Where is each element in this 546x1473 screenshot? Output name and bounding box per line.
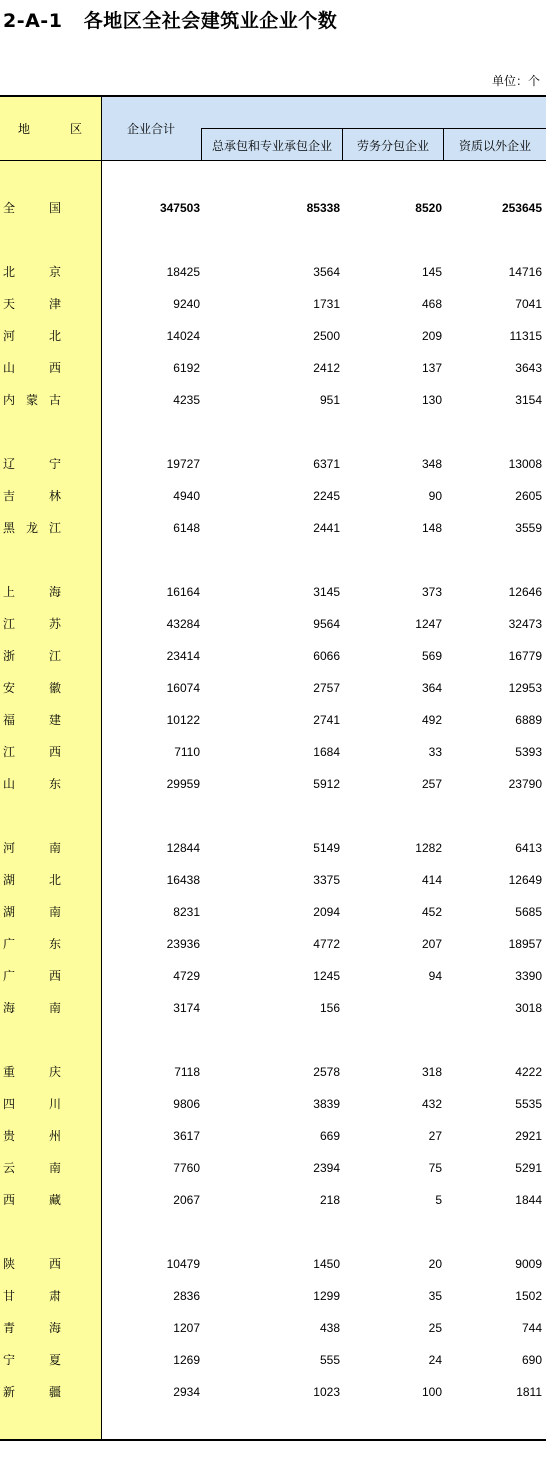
cell-other: 11315: [509, 329, 542, 343]
region-name-char: 海: [48, 585, 61, 599]
cell-other: 5685: [515, 905, 542, 919]
region-name: [3, 1126, 61, 1146]
region-name-char: 苏: [48, 617, 61, 631]
cell-labor: 373: [421, 585, 442, 599]
region-name-char: 吉: [3, 489, 16, 503]
region-name: [3, 486, 61, 506]
cell-general: 2741: [313, 713, 340, 727]
cell-general: 555: [319, 1353, 340, 1367]
region-name-char: 徽: [48, 681, 61, 695]
region-name-char: 湖: [3, 905, 16, 919]
cell-labor: 94: [428, 969, 442, 983]
cell-labor: 318: [421, 1065, 442, 1079]
region-name: [3, 902, 61, 922]
table-row: [0, 614, 546, 634]
region-name: [3, 1254, 61, 1274]
cell-labor: 432: [421, 1097, 442, 1111]
cell-other: 253645: [501, 201, 542, 215]
region-name-char: 江: [48, 521, 61, 535]
region-name: [3, 454, 61, 474]
cell-general: 1450: [313, 1257, 340, 1271]
cell-other: 690: [521, 1353, 542, 1367]
table-row: [0, 518, 546, 538]
table-row: [0, 1158, 546, 1178]
cell-other: 3154: [515, 393, 542, 407]
cell-general: 2245: [313, 489, 340, 503]
cell-total: 7760: [173, 1161, 200, 1175]
cell-labor: 145: [421, 265, 442, 279]
region-name-char: 青: [3, 1321, 16, 1335]
table-top-border: [0, 95, 546, 97]
cell-total: 3174: [173, 1001, 200, 1015]
cell-total: 6148: [173, 521, 200, 535]
region-name: [3, 1350, 61, 1370]
region-name-char: 西: [48, 745, 61, 759]
cell-general: 9564: [313, 617, 340, 631]
cell-general: 4772: [313, 937, 340, 951]
region-name-char: 南: [48, 841, 61, 855]
region-name: [3, 262, 61, 282]
region-name: [3, 326, 61, 346]
cell-other: 23790: [508, 777, 542, 791]
table-row: [0, 710, 546, 730]
table-row: [0, 1094, 546, 1114]
region-name-char: 疆: [48, 1385, 61, 1399]
region-name-char: 东: [48, 937, 61, 951]
unit-label: 单位：个: [491, 74, 540, 88]
region-name-char: 北: [3, 265, 16, 279]
cell-other: 2605: [515, 489, 542, 503]
region-name-char: 北: [48, 873, 61, 887]
region-name-char: 津: [48, 297, 61, 311]
cell-total: 14024: [166, 329, 200, 343]
cell-labor: 414: [421, 873, 442, 887]
cell-total: 16074: [166, 681, 200, 695]
region-name-char: 西: [48, 969, 61, 983]
cell-labor: 25: [428, 1321, 442, 1335]
region-name: [3, 614, 61, 634]
cell-total: 347503: [159, 201, 200, 215]
cell-labor: 468: [421, 297, 442, 311]
region-name-char: 川: [48, 1097, 61, 1111]
region-name-char: 贵: [3, 1129, 16, 1143]
region-name-char: 四: [3, 1097, 16, 1111]
region-name-char: 海: [3, 1001, 16, 1015]
cell-total: 43284: [166, 617, 200, 631]
cell-other: 5535: [515, 1097, 542, 1111]
region-name-char: 夏: [48, 1353, 61, 1367]
cell-labor: 27: [428, 1129, 442, 1143]
region-name-char: 宁: [3, 1353, 16, 1367]
cell-other: 14716: [508, 265, 542, 279]
cell-other: 16779: [508, 649, 542, 663]
cell-general: 3375: [313, 873, 340, 887]
cell-labor: 569: [421, 649, 442, 663]
cell-total: 12844: [166, 841, 200, 855]
table-row: [0, 582, 546, 602]
cell-total: 2836: [173, 1289, 200, 1303]
cell-general: 2757: [313, 681, 340, 695]
cell-other: 6889: [515, 713, 542, 727]
cell-total: 6192: [173, 361, 200, 375]
region-name-char: 北: [48, 329, 61, 343]
cell-total: 29959: [166, 777, 200, 791]
region-name: [3, 710, 61, 730]
region-name: [3, 934, 61, 954]
cell-general: 1023: [313, 1385, 340, 1399]
cell-general: 1684: [313, 745, 340, 759]
cell-general: 2441: [313, 521, 340, 535]
table-row: [0, 774, 546, 794]
table-row: [0, 934, 546, 954]
region-name-char: 山: [3, 361, 16, 375]
table-bottom-border: [0, 1439, 546, 1441]
region-name: [3, 582, 61, 602]
region-name: [3, 1094, 61, 1114]
cell-labor: 33: [428, 745, 442, 759]
table-row: [0, 998, 546, 1018]
cell-labor: 24: [428, 1353, 442, 1367]
cell-labor: 348: [421, 457, 442, 471]
region-name: [3, 678, 61, 698]
cell-total: 23414: [166, 649, 200, 663]
region-name-char: 内: [3, 393, 16, 407]
cell-total: 3617: [173, 1129, 200, 1143]
region-name: [3, 358, 61, 378]
region-name-char: 江: [48, 649, 61, 663]
region-name: [3, 966, 61, 986]
cell-total: 1207: [173, 1321, 200, 1335]
cell-other: 3018: [515, 1001, 542, 1015]
region-name-char: 新: [3, 1385, 16, 1399]
cell-general: 2094: [313, 905, 340, 919]
cell-total: 4940: [173, 489, 200, 503]
page-title: 2-A-1 各地区全社会建筑业企业个数: [3, 10, 338, 32]
cell-general: 1245: [313, 969, 340, 983]
cell-labor: 257: [421, 777, 442, 791]
cell-general: 1299: [313, 1289, 340, 1303]
region-name-char: 甘: [3, 1289, 16, 1303]
cell-labor: 8520: [415, 201, 442, 215]
cell-other: 7041: [515, 297, 542, 311]
cell-labor: 364: [421, 681, 442, 695]
region-name-char: 天: [3, 297, 16, 311]
region-name: [3, 518, 61, 538]
region-name-char: 安: [3, 681, 16, 695]
region-name-char: 黑: [3, 521, 16, 535]
region-name-char: 陕: [3, 1257, 16, 1271]
table-row: [0, 326, 546, 346]
region-name-char: 广: [3, 937, 16, 951]
cell-total: 2934: [173, 1385, 200, 1399]
region-name-char: 江: [3, 617, 16, 631]
cell-other: 1502: [515, 1289, 542, 1303]
cell-other: 12649: [508, 873, 542, 887]
cell-general: 5912: [313, 777, 340, 791]
header-general-contract: 总承包和专业承包企业: [211, 139, 332, 153]
cell-general: 6066: [313, 649, 340, 663]
region-name-char: 京: [48, 265, 61, 279]
region-name: [3, 838, 61, 858]
region-name: [3, 294, 61, 314]
cell-general: 2412: [313, 361, 340, 375]
cell-other: 9009: [515, 1257, 542, 1271]
region-name-char: 南: [48, 1161, 61, 1175]
table-row: [0, 1254, 546, 1274]
cell-labor: 35: [428, 1289, 442, 1303]
region-name-char: 宁: [48, 457, 61, 471]
cell-other: 1811: [516, 1385, 542, 1399]
cell-other: 3643: [515, 361, 542, 375]
cell-labor: 5: [435, 1193, 442, 1207]
cell-other: 4222: [515, 1065, 542, 1079]
header-total: 企业合计: [126, 122, 175, 136]
region-name-char: 辽: [3, 457, 16, 471]
cell-total: 10122: [166, 713, 200, 727]
region-name-char: 云: [3, 1161, 16, 1175]
cell-labor: 1282: [415, 841, 442, 855]
cell-other: 3390: [515, 969, 542, 983]
cell-total: 23936: [166, 937, 200, 951]
cell-general: 438: [319, 1321, 340, 1335]
cell-total: 10479: [166, 1257, 200, 1271]
header-labor-subcontract: 劳务分包企业: [356, 139, 429, 153]
cell-other: 1844: [515, 1193, 542, 1207]
cell-labor: 207: [421, 937, 442, 951]
region-name-char: 庆: [48, 1065, 61, 1079]
subheader-divider: [201, 128, 546, 129]
region-name-char: 龙: [25, 521, 38, 535]
table-row: [0, 1350, 546, 1370]
table-row: [0, 838, 546, 858]
cell-labor: 209: [421, 329, 442, 343]
table-row: [0, 1190, 546, 1210]
cell-total: 8231: [173, 905, 200, 919]
region-name-char: 古: [48, 393, 61, 407]
table-row: [0, 390, 546, 410]
region-name: [3, 646, 61, 666]
region-name-char: 重: [3, 1065, 16, 1079]
cell-total: 16438: [166, 873, 200, 887]
cell-labor: 130: [421, 393, 442, 407]
region-name-char: 河: [3, 841, 16, 855]
cell-other: 32473: [508, 617, 542, 631]
cell-general: 3564: [313, 265, 340, 279]
table-row: [0, 1318, 546, 1338]
region-name-char: 东: [48, 777, 61, 791]
region-name-char: 肃: [48, 1289, 61, 1303]
region-name: [3, 1190, 61, 1210]
table-row: [0, 678, 546, 698]
cell-other: 18957: [508, 937, 542, 951]
cell-general: 951: [319, 393, 340, 407]
cell-labor: 137: [421, 361, 442, 375]
region-name-char: 河: [3, 329, 16, 343]
region-name: [3, 998, 61, 1018]
cell-total: 16164: [166, 585, 200, 599]
cell-labor: 452: [421, 905, 442, 919]
table-row: [0, 294, 546, 314]
cell-labor: 492: [421, 713, 442, 727]
table-row: [0, 198, 546, 218]
cell-general: 3145: [313, 585, 340, 599]
region-name-char: 建: [48, 713, 61, 727]
header-bottom-border: [0, 160, 546, 161]
cell-general: 218: [319, 1193, 340, 1207]
cell-general: 156: [319, 1001, 340, 1015]
region-name: [3, 1062, 61, 1082]
cell-labor: 1247: [415, 617, 442, 631]
cell-general: 5149: [313, 841, 340, 855]
region-name-char: 江: [3, 745, 16, 759]
header-region: 地 区: [18, 122, 82, 136]
cell-other: 3559: [515, 521, 542, 535]
region-name-char: 蒙: [25, 393, 38, 407]
region-name-char: 福: [3, 713, 16, 727]
region-name-char: 海: [48, 1321, 61, 1335]
table-row: [0, 486, 546, 506]
table-row: [0, 358, 546, 378]
table-row: [0, 1286, 546, 1306]
cell-general: 3839: [313, 1097, 340, 1111]
table-row: [0, 742, 546, 762]
region-name: [3, 198, 61, 218]
cell-labor: 100: [421, 1385, 442, 1399]
cell-total: 4729: [173, 969, 200, 983]
region-name-char: 西: [48, 361, 61, 375]
region-name-char: 浙: [3, 649, 16, 663]
cell-total: 4235: [173, 393, 200, 407]
cell-other: 5393: [515, 745, 542, 759]
cell-other: 5291: [515, 1161, 542, 1175]
header-other: 资质以外企业: [458, 139, 531, 153]
region-name-char: 藏: [48, 1193, 61, 1207]
region-name: [3, 1158, 61, 1178]
table-row: [0, 966, 546, 986]
table-row: [0, 262, 546, 282]
region-name: [3, 390, 61, 410]
cell-labor: 75: [428, 1161, 442, 1175]
cell-other: 13008: [508, 457, 542, 471]
table-row: [0, 646, 546, 666]
cell-other: 6413: [515, 841, 542, 855]
region-name: [3, 1286, 61, 1306]
cell-labor: 148: [421, 521, 442, 535]
region-name-char: 全: [3, 201, 16, 215]
cell-other: 12953: [508, 681, 542, 695]
cell-general: 2394: [313, 1161, 340, 1175]
cell-other: 2921: [515, 1129, 542, 1143]
cell-general: 1731: [313, 297, 340, 311]
region-name-char: 山: [3, 777, 16, 791]
table-row: [0, 870, 546, 890]
region-name-char: 西: [48, 1257, 61, 1271]
region-name-char: 湖: [3, 873, 16, 887]
region-name: [3, 742, 61, 762]
cell-labor: 20: [428, 1257, 442, 1271]
cell-total: 1269: [173, 1353, 200, 1367]
cell-labor: 90: [428, 489, 442, 503]
cell-total: 9806: [173, 1097, 200, 1111]
cell-other: 12646: [508, 585, 542, 599]
region-name-char: 南: [48, 905, 61, 919]
cell-general: 2578: [313, 1065, 340, 1079]
table-row: [0, 1382, 546, 1402]
region-name-char: 南: [48, 1001, 61, 1015]
cell-other: 744: [521, 1321, 542, 1335]
cell-general: 669: [319, 1129, 340, 1143]
cell-general: 2500: [313, 329, 340, 343]
cell-general: 6371: [313, 457, 340, 471]
region-name-char: 州: [48, 1129, 61, 1143]
cell-total: 2067: [173, 1193, 200, 1207]
cell-total: 9240: [173, 297, 200, 311]
region-name-char: 林: [48, 489, 61, 503]
region-name: [3, 870, 61, 890]
region-name-char: 西: [3, 1193, 16, 1207]
table-row: [0, 1126, 546, 1146]
region-name-char: 国: [48, 201, 61, 215]
cell-total: 7118: [174, 1065, 200, 1079]
cell-total: 7110: [174, 745, 200, 759]
region-name: [3, 1318, 61, 1338]
cell-general: 85338: [306, 201, 340, 215]
region-name: [3, 774, 61, 794]
region-name-char: 上: [3, 585, 16, 599]
table-row: [0, 454, 546, 474]
table-row: [0, 902, 546, 922]
region-name: [3, 1382, 61, 1402]
cell-total: 18425: [166, 265, 200, 279]
region-name-char: 广: [3, 969, 16, 983]
cell-total: 19727: [166, 457, 200, 471]
table-row: [0, 1062, 546, 1082]
